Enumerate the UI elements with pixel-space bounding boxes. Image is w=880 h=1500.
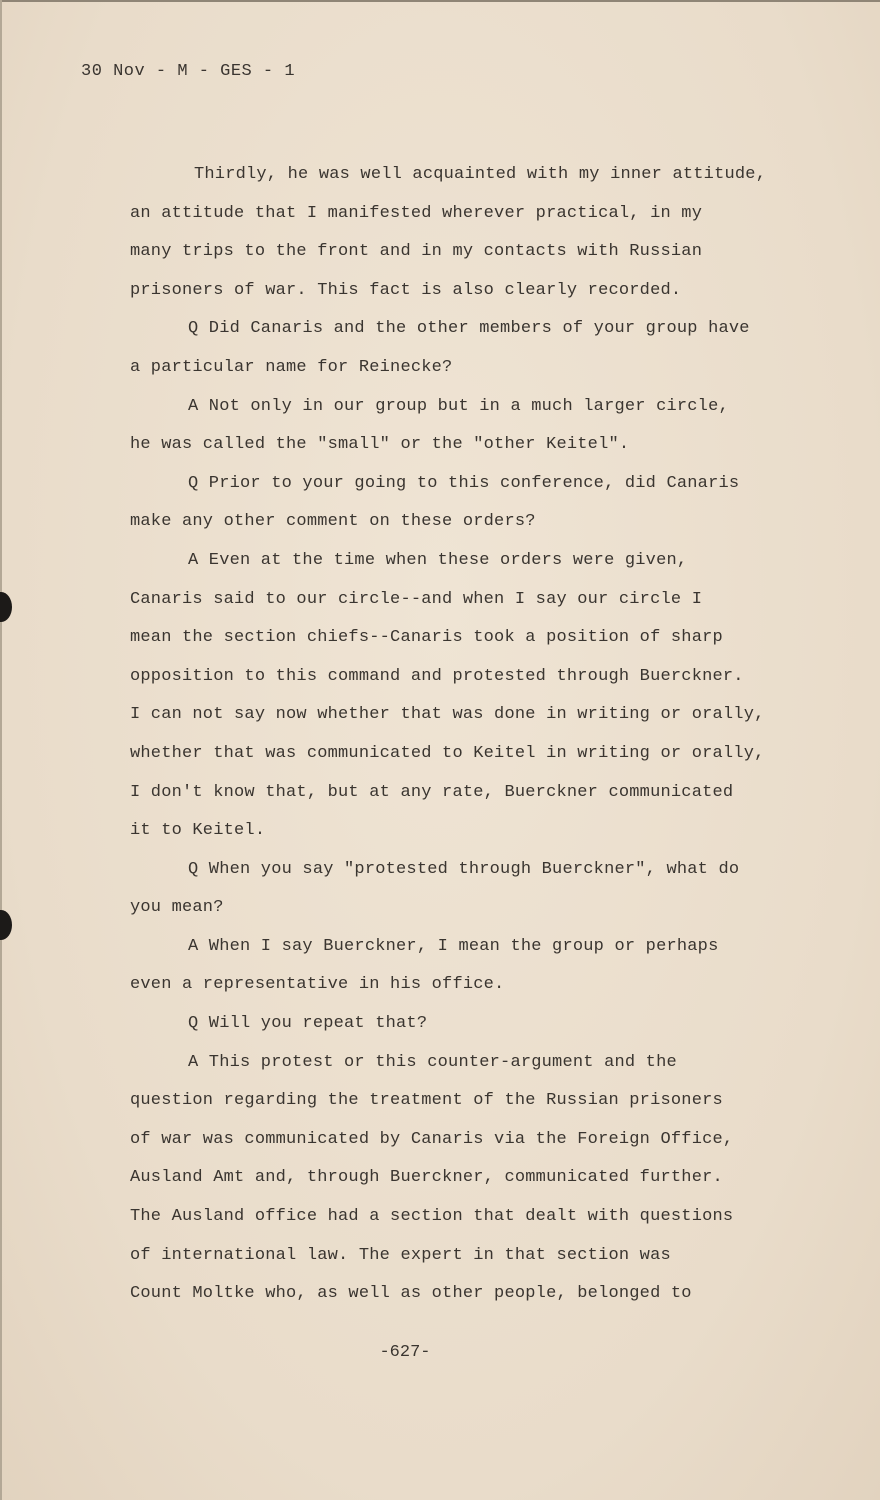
page-top-edge <box>0 0 880 2</box>
page-number: -627- <box>379 1343 431 1362</box>
transcript-line: I don't know that, but at any rate, Buerckner communicated <box>130 782 734 802</box>
transcript-line: Q Will you repeat that? <box>188 1014 428 1034</box>
transcript-line: of international law. The expert in that section was <box>130 1245 671 1265</box>
transcript-line: I can not say now whether that was done in writing or orally, <box>130 705 765 725</box>
transcript-line: Canaris said to our circle--and when I say our circle I <box>130 589 703 609</box>
transcript-line: make any other comment on these orders? <box>130 512 536 532</box>
transcript-body <box>130 156 840 1314</box>
transcript-line: A When I say Buerckner, I mean the group or perhaps <box>188 936 719 956</box>
transcript-line: you mean? <box>130 898 224 918</box>
transcript-line: Ausland Amt and, through Buerckner, communicated further. <box>130 1168 723 1188</box>
transcript-line: a particular name for Reinecke? <box>130 357 453 377</box>
transcript-line: whether that was communicated to Keitel in writing or orally, <box>130 743 765 763</box>
transcript-line: he was called the "small" or the "other Keitel". <box>130 435 630 455</box>
transcript-line: question regarding the treatment of the Russian prisoners <box>130 1091 723 1111</box>
transcript-line: Thirdly, he was well acquainted with my inner attitude, <box>194 165 767 184</box>
punch-hole-upper <box>0 592 12 622</box>
page-header: 30 Nov - M - GES - 1 <box>81 62 296 81</box>
transcript-line: Q Did Canaris and the other members of your group have <box>188 319 750 339</box>
transcript-line: The Ausland office had a section that dealt with questions <box>130 1207 734 1227</box>
transcript-line: of war was communicated by Canaris via the Foreign Office, <box>130 1129 734 1149</box>
transcript-line: A Not only in our group but in a much larger circle, <box>188 396 729 416</box>
transcript-line: Count Moltke who, as well as other people, belonged to <box>130 1284 692 1304</box>
transcript-line: A This protest or this counter-argument and the <box>188 1052 677 1072</box>
transcript-line: an attitude that I manifested wherever practical, in my <box>130 203 703 223</box>
transcript-line: opposition to this command and protested through Buerckner. <box>130 666 744 686</box>
transcript-line: Q When you say "protested through Buerckner", what do <box>188 859 740 879</box>
transcript-line: many trips to the front and in my contacts with Russian <box>130 242 703 262</box>
page-left-edge <box>0 0 2 1500</box>
transcript-line: prisoners of war. This fact is also clearly recorded. <box>130 280 682 300</box>
transcript-line: mean the section chiefs--Canaris took a position of sharp <box>130 628 723 648</box>
transcript-line: Q Prior to your going to this conference, did Canaris <box>188 473 740 493</box>
transcript-line: A Even at the time when these orders were given, <box>188 550 688 570</box>
transcript-line: it to Keitel. <box>130 821 266 841</box>
transcript-line: even a representative in his office. <box>130 975 505 995</box>
punch-hole-lower <box>0 910 12 940</box>
